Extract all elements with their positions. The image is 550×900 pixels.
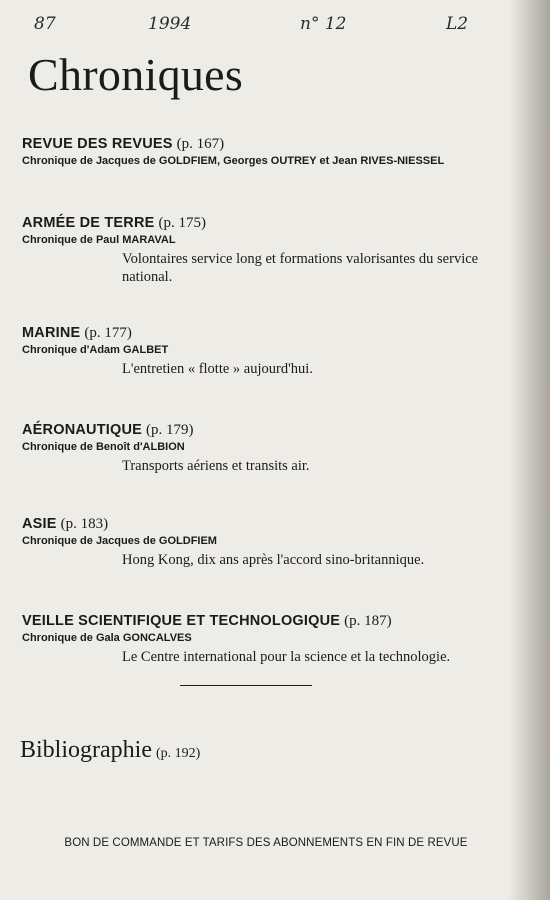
chronicle-page: (p. 177)	[84, 325, 132, 341]
chronicle-author: Chronique de Jacques de GOLDFIEM	[22, 535, 217, 547]
chronicle-name: AÉRONAUTIQUE	[22, 422, 143, 438]
chronicle-summary: L'entretien « flotte » aujourd'hui.	[122, 361, 313, 377]
handwritten-note: 87	[34, 14, 56, 34]
chronicle-name: ARMÉE DE TERRE	[22, 215, 155, 231]
chronicle-entry	[22, 515, 522, 569]
chronicle-author: Chronique de Jacques de GOLDFIEM, Georges OUTREY et Jean RIVES-NIESSEL	[22, 155, 445, 167]
chronicle-page: (p. 183)	[60, 516, 109, 532]
chronicle-heading	[22, 421, 522, 439]
chronicle-author: Chronique de Gala GONCALVES	[22, 632, 192, 644]
chronicle-name: ASIE	[22, 516, 57, 532]
subscription-footer: BON DE COMMANDE ET TARIFS DES ABONNEMENTS EN FIN DE REVUE	[64, 837, 468, 849]
handwritten-note: 1994	[148, 14, 192, 34]
divider	[180, 685, 312, 686]
chronicle-heading	[22, 135, 522, 153]
chronicle-summary: Volontaires service long et formations valorisantes du service national.	[122, 251, 479, 285]
bibliography-entry	[20, 737, 200, 764]
chronicle-heading	[22, 515, 522, 533]
chronicle-entry	[22, 421, 522, 475]
chronicle-entry	[22, 612, 522, 666]
chronicle-page: (p. 167)	[176, 136, 225, 152]
page-title: Chroniques	[28, 49, 244, 100]
chronicle-entry	[22, 214, 522, 286]
chronicle-page: (p. 175)	[158, 215, 207, 231]
chronicle-page: (p. 187)	[344, 613, 392, 629]
chronicle-heading	[22, 214, 522, 232]
chronicle-summary: Transports aériens et transits air.	[122, 458, 310, 474]
bibliography-page: (p. 192)	[155, 746, 201, 761]
chronicle-author: Chronique de Paul MARAVAL	[22, 234, 176, 246]
chronicle-author: Chronique d'Adam GALBET	[22, 344, 169, 356]
handwritten-notes	[0, 8, 550, 44]
chronicle-heading	[22, 612, 522, 630]
chronicle-author: Chronique de Benoît d'ALBION	[22, 441, 185, 453]
chronicle-summary: Le Centre international pour la science et la technologie.	[122, 649, 451, 665]
chronicle-page: (p. 179)	[146, 422, 194, 438]
chronicle-entry	[22, 324, 522, 378]
chronicle-heading	[22, 324, 522, 342]
chronicle-entry	[22, 135, 522, 168]
chronicle-name: MARINE	[22, 325, 81, 341]
bibliography-title: Bibliographie	[20, 737, 152, 763]
handwritten-note: n° 12	[300, 14, 347, 34]
chronicle-name: VEILLE SCIENTIFIQUE ET TECHNOLOGIQUE	[22, 613, 341, 629]
handwritten-note: L2	[446, 14, 469, 34]
chronicle-name: REVUE DES REVUES	[22, 136, 173, 152]
chronicle-summary: Hong Kong, dix ans après l'accord sino-britannique.	[122, 552, 425, 568]
